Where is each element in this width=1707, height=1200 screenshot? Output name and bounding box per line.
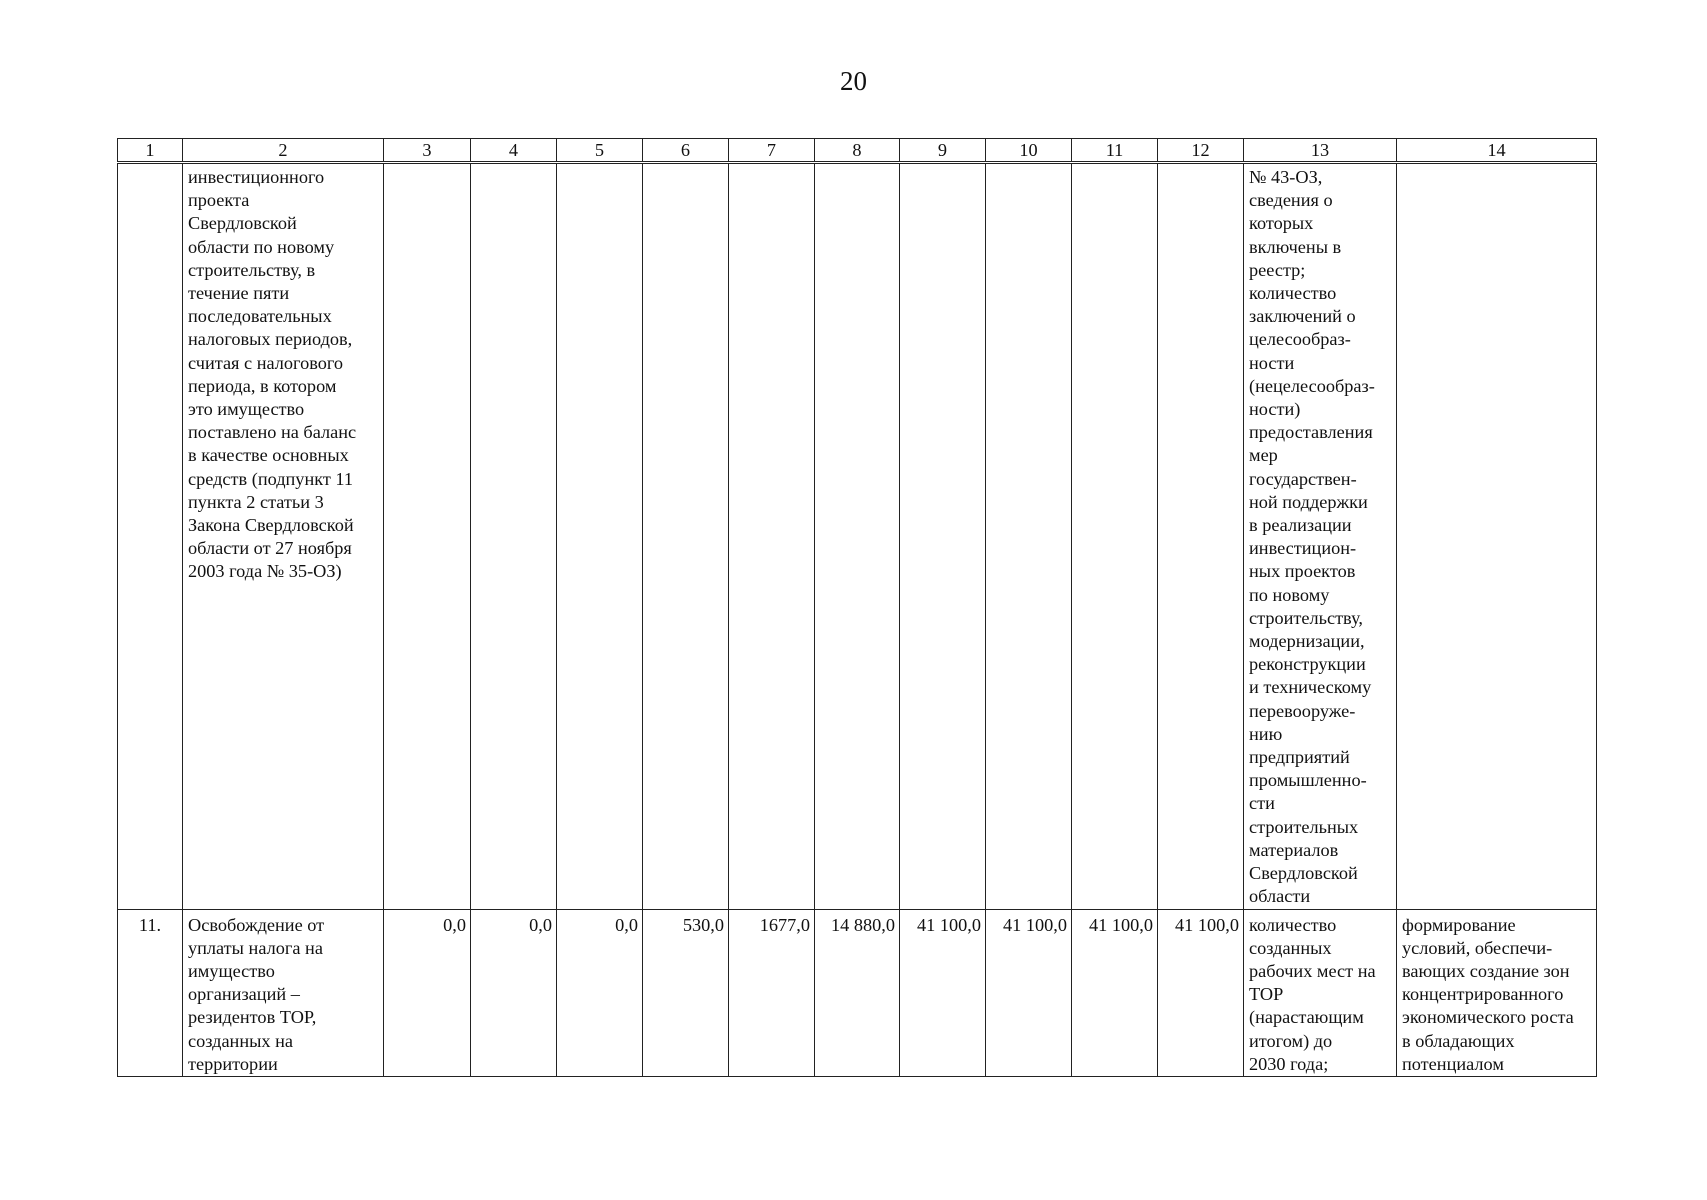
value-cell: 41 100,0: [900, 909, 986, 1076]
table-row-11: [118, 909, 1597, 1076]
indicator-cell: количество созданных рабочих мест на ТОР (нарастающим итогом) до 2030 года;: [1244, 909, 1397, 1076]
table-cell: [118, 163, 183, 910]
column-header: 12: [1158, 139, 1244, 163]
column-header: 13: [1244, 139, 1397, 163]
column-header: 14: [1397, 139, 1597, 163]
table-header-row: [118, 139, 1597, 163]
table-cell: [900, 163, 986, 910]
column-header: 2: [183, 139, 384, 163]
value-cell: 0,0: [384, 909, 471, 1076]
value-cell: 14 880,0: [815, 909, 900, 1076]
column-header: 6: [643, 139, 729, 163]
table-cell: [643, 163, 729, 910]
row-index-cell: 11.: [118, 909, 183, 1076]
column-header: 3: [384, 139, 471, 163]
value-cell: 41 100,0: [986, 909, 1072, 1076]
column-header: 10: [986, 139, 1072, 163]
table-cell: [471, 163, 557, 910]
column-header: 4: [471, 139, 557, 163]
column-header: 5: [557, 139, 643, 163]
benefit-description-cell: Освобождение от уплаты налога на имущество организаций – резидентов ТОР, созданных на территории: [183, 909, 384, 1076]
table-cell: [1158, 163, 1244, 910]
tax-benefits-table: [117, 138, 1597, 1077]
value-cell: 1677,0: [729, 909, 815, 1076]
table-cell: [986, 163, 1072, 910]
indicator-cell: № 43-ОЗ, сведения о которых включены в реестр; количество заключений о целесообраз- ности (нецелесообраз- ности) предоставления мер государствен- ной поддержки в реализации инвестицион- ных проектов по новому строительству, модернизации, реконструкции и техническому перевооруже- нию предприятий промышленно- сти строительных материалов Свердловской области: [1244, 163, 1397, 910]
column-header: 7: [729, 139, 815, 163]
table-cell: [815, 163, 900, 910]
table-cell: [384, 163, 471, 910]
column-header: 9: [900, 139, 986, 163]
value-cell: 530,0: [643, 909, 729, 1076]
value-cell: 0,0: [557, 909, 643, 1076]
column-header: 1: [118, 139, 183, 163]
value-cell: 41 100,0: [1158, 909, 1244, 1076]
value-cell: 41 100,0: [1072, 909, 1158, 1076]
column-header: 8: [815, 139, 900, 163]
table-cell: [557, 163, 643, 910]
table-row-continuation: [118, 163, 1597, 910]
benefit-description-cell: инвестиционного проекта Свердловской области по новому строительству, в течение пяти последовательных налоговых периодов, считая с налогового периода, в котором это имущество поставлено на баланс в качестве основных средств (подпункт 11 пункта 2 статьи 3 Закона Свердловской области от 27 ноября 2003 года № 35-ОЗ): [183, 163, 384, 910]
goal-cell: формирование условий, обеспечи- вающих создание зон концентрированного экономического роста в обладающих потенциалом: [1397, 909, 1597, 1076]
value-cell: 0,0: [471, 909, 557, 1076]
goal-cell: [1397, 163, 1597, 910]
table-cell: [729, 163, 815, 910]
column-header: 11: [1072, 139, 1158, 163]
page-number: 20: [840, 66, 867, 96]
table-cell: [1072, 163, 1158, 910]
